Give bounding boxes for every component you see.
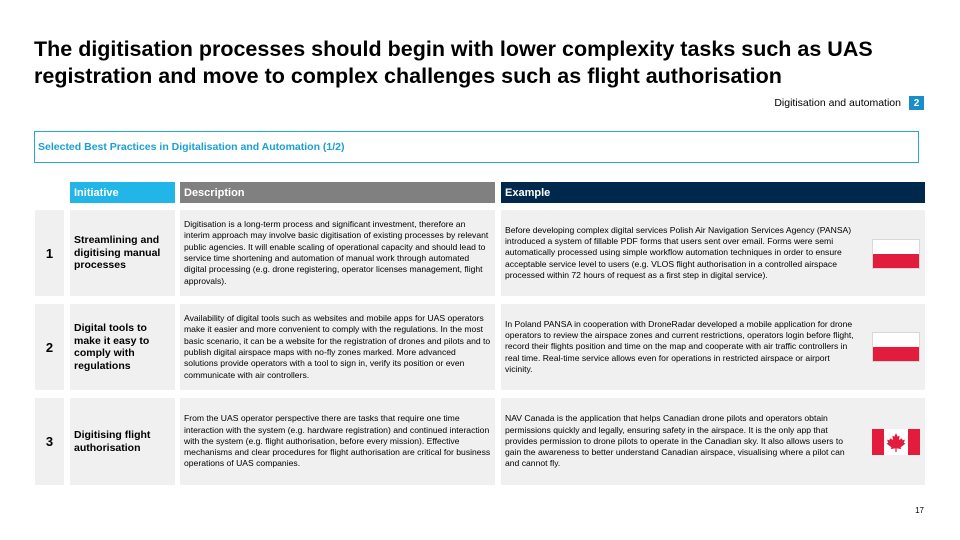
row-number: 1 xyxy=(35,210,64,296)
header-example: Example xyxy=(501,182,925,203)
poland-flag-icon xyxy=(872,332,920,362)
row-example: NAV Canada is the application that helps Canadian drone pilots and operators obtain permissions quickly and legally, ensuring safety in the airspace. It is the only app that provides permission to drone pilots to operate in the Canadian sky. It also allows users to gain the awareness to better understand Canadian airspace, visualising where a pilot can and cannot fly. xyxy=(505,413,845,469)
canada-flag-icon xyxy=(872,429,920,455)
poland-flag-icon xyxy=(872,239,920,269)
section-tag-number: 2 xyxy=(909,96,924,110)
page-title: The digitisation processes should begin with lower complexity tasks such as UAS registration and move to complex challenges such as flight authorisation xyxy=(34,37,873,88)
section-tag-label: Digitisation and automation xyxy=(774,97,901,109)
row-example: In Poland PANSA in cooperation with DroneRadar developed a mobile application for drone operators to review the airspace zones and current restrictions, operators login before flight, record their flights position and time on the map and cooperate with air traffic controllers in real time. Real-time service allows even for operations in restricted airspace or airport vicinity. xyxy=(505,318,854,374)
subtitle: Selected Best Practices in Digitalisation and Automation (1/2) xyxy=(38,141,345,153)
row-example-cell xyxy=(501,304,925,390)
row-initiative: Streamlining and digitising manual processes xyxy=(70,210,175,296)
subtitle-box xyxy=(34,131,919,163)
row-number: 2 xyxy=(35,304,64,390)
page-number: 17 xyxy=(915,506,924,515)
row-description: Availability of digital tools such as websites and mobile apps for UAS operators make it easier and more convenient to comply with the regulations. In the most basic scenario, it can be a website for the registration of drones and pilots and to publish digital airspace maps with no-fly zones marked. More advanced solutions provide operators with a tool to sign in, verify its position or even communicate with air controllers. xyxy=(180,304,495,390)
row-description: From the UAS operator perspective there are tasks that require one time interaction with the system (e.g. hardware registration) and continued interaction with the system (e.g. flight authorisation, before every mission). Effective mechanisms and clear procedures for flight authorisation are critical for business operations of UAS companies. xyxy=(180,398,495,485)
row-number: 3 xyxy=(35,398,64,485)
header-initiative: Initiative xyxy=(70,182,175,203)
row-initiative: Digitising flight authorisation xyxy=(70,398,175,485)
row-example-cell xyxy=(501,398,925,485)
header-description: Description xyxy=(180,182,495,203)
row-description: Digitisation is a long-term process and significant investment, therefore an interim approach may involve basic digitisation of existing processes by relevant public agencies. It will enable scaling of operational capacity and should lead to service time shortening and automation of manual work through automated digital processing (e.g. drone registering, operator licenses management, flight approvals). xyxy=(180,210,495,296)
row-example: Before developing complex digital services Polish Air Navigation Services Agency (PANSA) introduced a system of fillable PDF forms that users sent over email. Forms were semi automatically processed using simple workflow automation techniques in order to ensure acceptable service level to users (e.g. VLOS flight authorisation in a controlled airspace processed within 72 hours of request as a first step in digital service). xyxy=(505,224,852,280)
row-initiative: Digital tools to make it easy to comply with regulations xyxy=(70,304,175,390)
section-tag xyxy=(774,96,924,110)
row-example-cell xyxy=(501,210,925,296)
